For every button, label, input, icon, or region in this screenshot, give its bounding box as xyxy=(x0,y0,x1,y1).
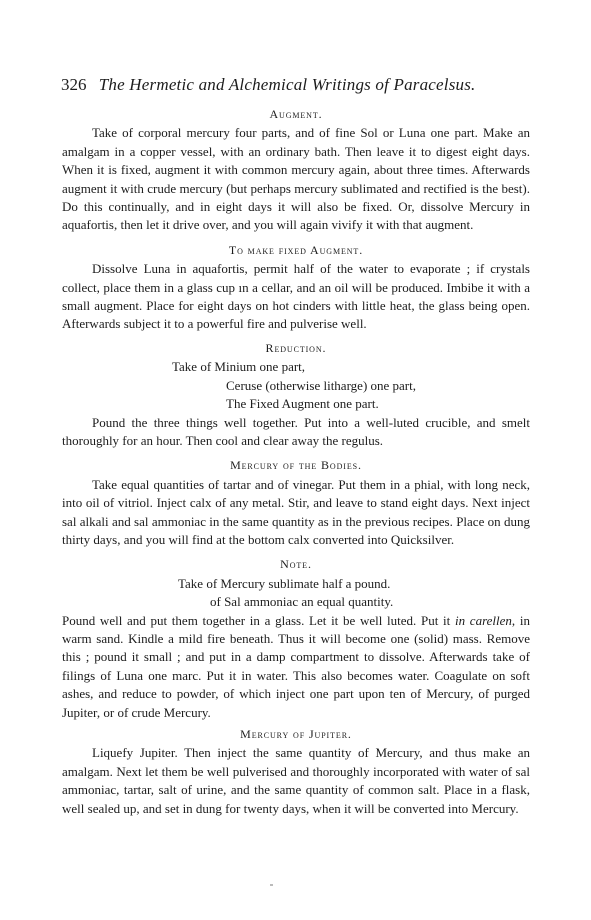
paragraph-note-start: Pound well and put them together in a glass. Let it be well luted. Put it xyxy=(62,612,455,628)
reduction-ingredient-line: Take of Minium one part, xyxy=(172,359,306,375)
reduction-ingredient-line: Ceruse (otherwise litharge) one part, xyxy=(226,377,416,393)
section-heading-note: Note. xyxy=(280,557,312,572)
running-header xyxy=(61,74,541,96)
page-body xyxy=(62,102,530,818)
section-heading-mercury-bodies: Mercury of the Bodies. xyxy=(230,458,362,473)
paragraph-note-italic: in carellen xyxy=(454,612,512,628)
paragraph-note xyxy=(62,612,530,722)
note-ingredient-line: Take of Mercury sublimate half a pound. xyxy=(178,575,391,591)
paragraph-mercury-bodies: Take equal quantities of tartar and of vinegar. Put them in a phial, with long neck, into oil of vitriol. Inject calx of any metal. Stir, and leave to stand eight days. Next inject sal alkali and sal ammoniac in the same quantity as in the previous recipes. Place on dung thirty days, and you will find at the bottom calx converted into Quicksilver. xyxy=(62,476,530,547)
section-heading-mercury-jupiter: Mercury of Jupiter. xyxy=(240,727,352,741)
page-number: 326 xyxy=(61,75,87,94)
paragraph-note-end: , in warm sand. Kindle a mild fire beneath. Thus it will become one (solid) mass. Remove this ; pound it small ; and put in a damp compartment to dissolve. Afterwards take of filings of Luna one marc. Put it in water. This also becomes water. Coagulate on soft ashes, and reduce to powder, of which inject one part upon ten of Mercury, of purged Jupiter, or of crude Mercury. xyxy=(62,612,530,720)
paragraph-reduction: Pound the three things well together. Put into a well-luted crucible, and smelt thoroughly for an hour. Then cool and clear away the regulus. xyxy=(62,414,530,448)
print-speck xyxy=(270,884,273,886)
running-title: The Hermetic and Alchemical Writings of Paracelsus. xyxy=(98,75,476,94)
paragraph-mercury-jupiter: Liquefy Jupiter. Then inject the same quantity of Mercury, and thus make an amalgam. Next let them be well pulverised and thoroughly incorporated with water of sal ammoniac, tartar, salt of urine, and the same quantity of common salt. Place in a flask, well sealed up, and set in dung for twenty days, when it will be converted into Mercury. xyxy=(62,745,530,816)
section-heading-reduction: Reduction. xyxy=(265,340,327,355)
paragraph-fixed-augment: Dissolve Luna in aquafortis, permit half of the water to evaporate ; if crystals collect, place them in a glass cup ın a cellar, and an oil will be produced. Imbibe it with a small augment. Place for eight days on hot cinders with little heat, the glass being open. Afterwards subject it to a powerful fire and pulverise well. xyxy=(62,261,530,332)
reduction-ingredient-line: The Fixed Augment one part. xyxy=(226,396,379,412)
note-ingredient-line: of Sal ammoniac an equal quantity. xyxy=(210,594,394,610)
section-heading-fixed-augment: To make fixed Augment. xyxy=(228,242,364,257)
section-heading-augment: Augment. xyxy=(269,107,323,121)
paragraph-augment: Take of corporal mercury four parts, and of fine Sol or Luna one part. Make an amalgam in a copper vessel, with an ordinary bath. Then leave it to digest eight days. When it is fixed, augment it with common mercury again, about three times. Afterwards augment it with crude mercury (but perhaps mercury sublimated and rectified is the best). Do this continually, and in eight days it will also be fixed. Or, dissolve Mercury in aquafortis, then let it drive over, and you will again vivify it with that augment. xyxy=(62,125,530,233)
